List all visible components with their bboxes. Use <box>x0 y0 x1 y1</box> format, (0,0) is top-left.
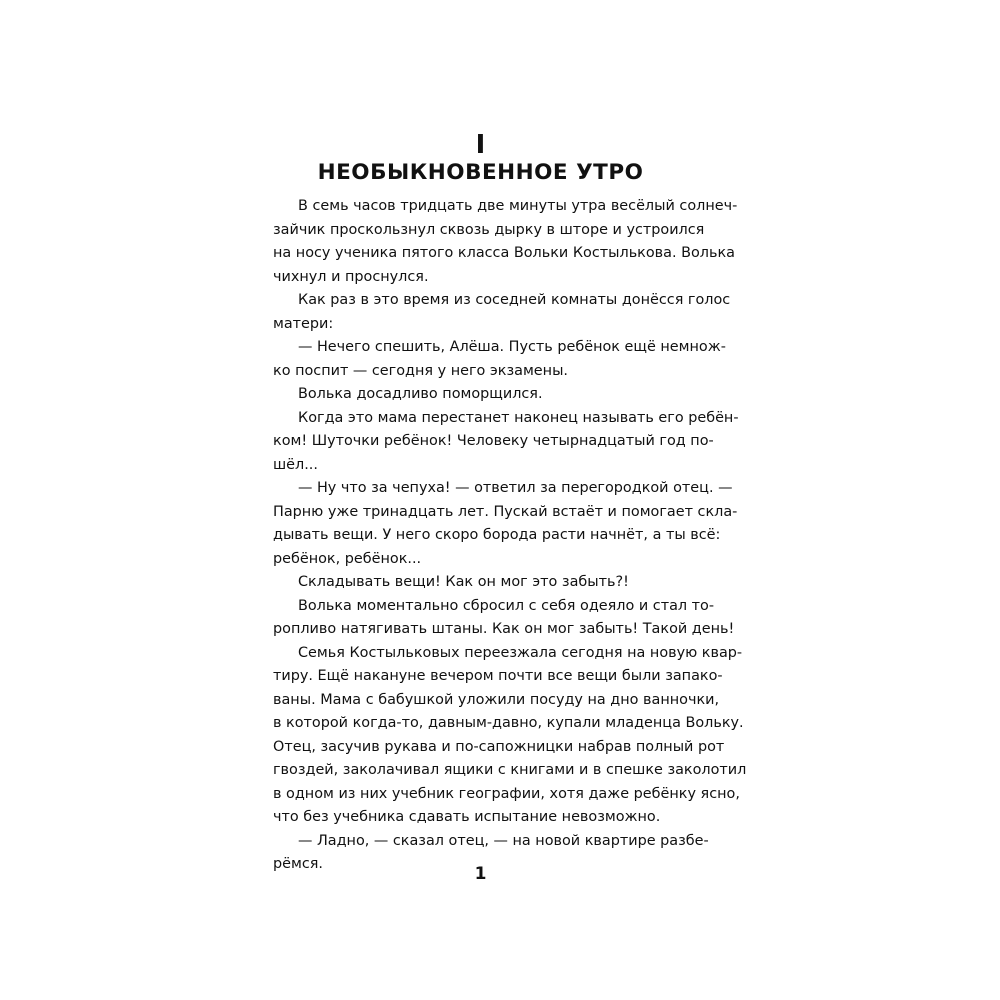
text-line: Парню уже тринадцать лет. Пускай встаёт и помогает скла- <box>273 503 738 520</box>
text-line: рёмся. <box>273 856 323 872</box>
text-line: — Нечего спешить, Алёша. Пусть ребёнок ещё немнож- <box>298 339 726 355</box>
text-line: чихнул и проснулся. <box>273 268 429 285</box>
chapter-title: НЕОБЫКНОВЕННОЕ УТРО <box>317 160 644 185</box>
text-line: зайчик проскользнул сквозь дырку в шторе и устроился <box>273 221 705 238</box>
chapter-body-text <box>273 195 747 877</box>
book-page <box>273 0 747 1000</box>
text-line: ком! Шуточки ребёнок! Человеку четырнадцатый год по- <box>273 433 714 449</box>
text-line: что без учебника сдавать испытание невозможно. <box>273 809 661 825</box>
text-line: Складывать вещи! Как он мог это забыть?! <box>298 574 629 590</box>
chapter-number: I <box>475 130 486 160</box>
text-line: на носу ученика пятого класса Вольки Костылькова. Волька <box>273 245 735 261</box>
text-line: в которой когда-то, давным-давно, купали младенца Вольку. <box>273 715 744 731</box>
text-line: тиру. Ещё накануне вечером почти все вещи были запако- <box>273 668 723 684</box>
text-line: Когда это мама перестанет наконец называть его ребён- <box>298 409 739 426</box>
text-line: — Ну что за чепуха! — ответил за перегородкой отец. — <box>298 480 733 496</box>
text-line: — Ладно, — сказал отец, — на новой квартире разбе- <box>298 832 709 849</box>
text-line: матери: <box>273 315 334 332</box>
text-line: Как раз в это время из соседней комнаты донёсся голос <box>298 292 731 308</box>
text-line: ребёнок, ребёнок... <box>273 550 422 567</box>
text-line: дывать вещи. У него скоро борода расти начнёт, а ты всё: <box>273 527 721 543</box>
text-line: ко поспит — сегодня у него экзамены. <box>273 362 569 379</box>
text-line: Волька моментально сбросил с себя одеяло и стал то- <box>298 597 715 614</box>
text-line: в одном из них учебник географии, хотя даже ребёнку ясно, <box>273 785 740 802</box>
text-line: ваны. Мама с бабушкой уложили посуду на дно ванночки, <box>273 691 720 708</box>
text-line: Волька досадливо поморщился. <box>298 386 543 402</box>
text-line: Семья Костыльковых переезжала сегодня на новую квар- <box>298 644 743 661</box>
text-line: гвоздей, заколачивал ящики с книгами и в спешке заколотил <box>273 762 747 778</box>
text-line: Отец, засучив рукава и по-сапожницки набрав полный рот <box>273 738 725 755</box>
text-line: ропливо натягивать штаны. Как он мог забыть! Такой день! <box>273 621 735 637</box>
text-line: шёл... <box>273 456 318 473</box>
page-number: 1 <box>474 864 487 884</box>
text-line: В семь часов тридцать две минуты утра весёлый солнеч- <box>298 198 738 214</box>
